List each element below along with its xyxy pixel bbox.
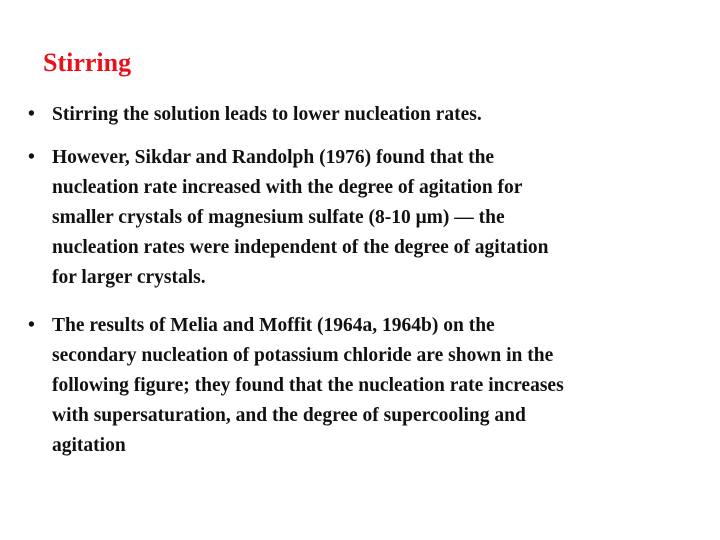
bullet-text: The results of Melia and Moffit (1964a, 1964b) on the secondary nucleation of potassium chloride are shown in the following figure; they found that the nucleation rate increases with supersaturation, and the degree of supercooling and agitation xyxy=(52,315,564,456)
slide-title: Stirring xyxy=(43,48,132,77)
bullet-text: However, Sikdar and Randolph (1976) found that the nucleation rate increased with the degree of agitation for smaller crystals of magnesium sulfate (8-10 μm) — the nucleation rates were independent of the degree of agitation for larger crystals. xyxy=(52,147,549,288)
bullet-item-melia-moffit xyxy=(28,311,708,461)
bullet-text: Stirring the solution leads to lower nucleation rates. xyxy=(52,104,482,125)
bullet-dot-icon: • xyxy=(28,104,35,125)
bullet-item-stirring xyxy=(28,100,708,130)
bullet-list xyxy=(28,100,708,474)
bullet-dot-icon: • xyxy=(28,147,35,168)
bullet-dot-icon: • xyxy=(28,315,35,336)
bullet-item-sikdar-randolph xyxy=(28,143,708,293)
